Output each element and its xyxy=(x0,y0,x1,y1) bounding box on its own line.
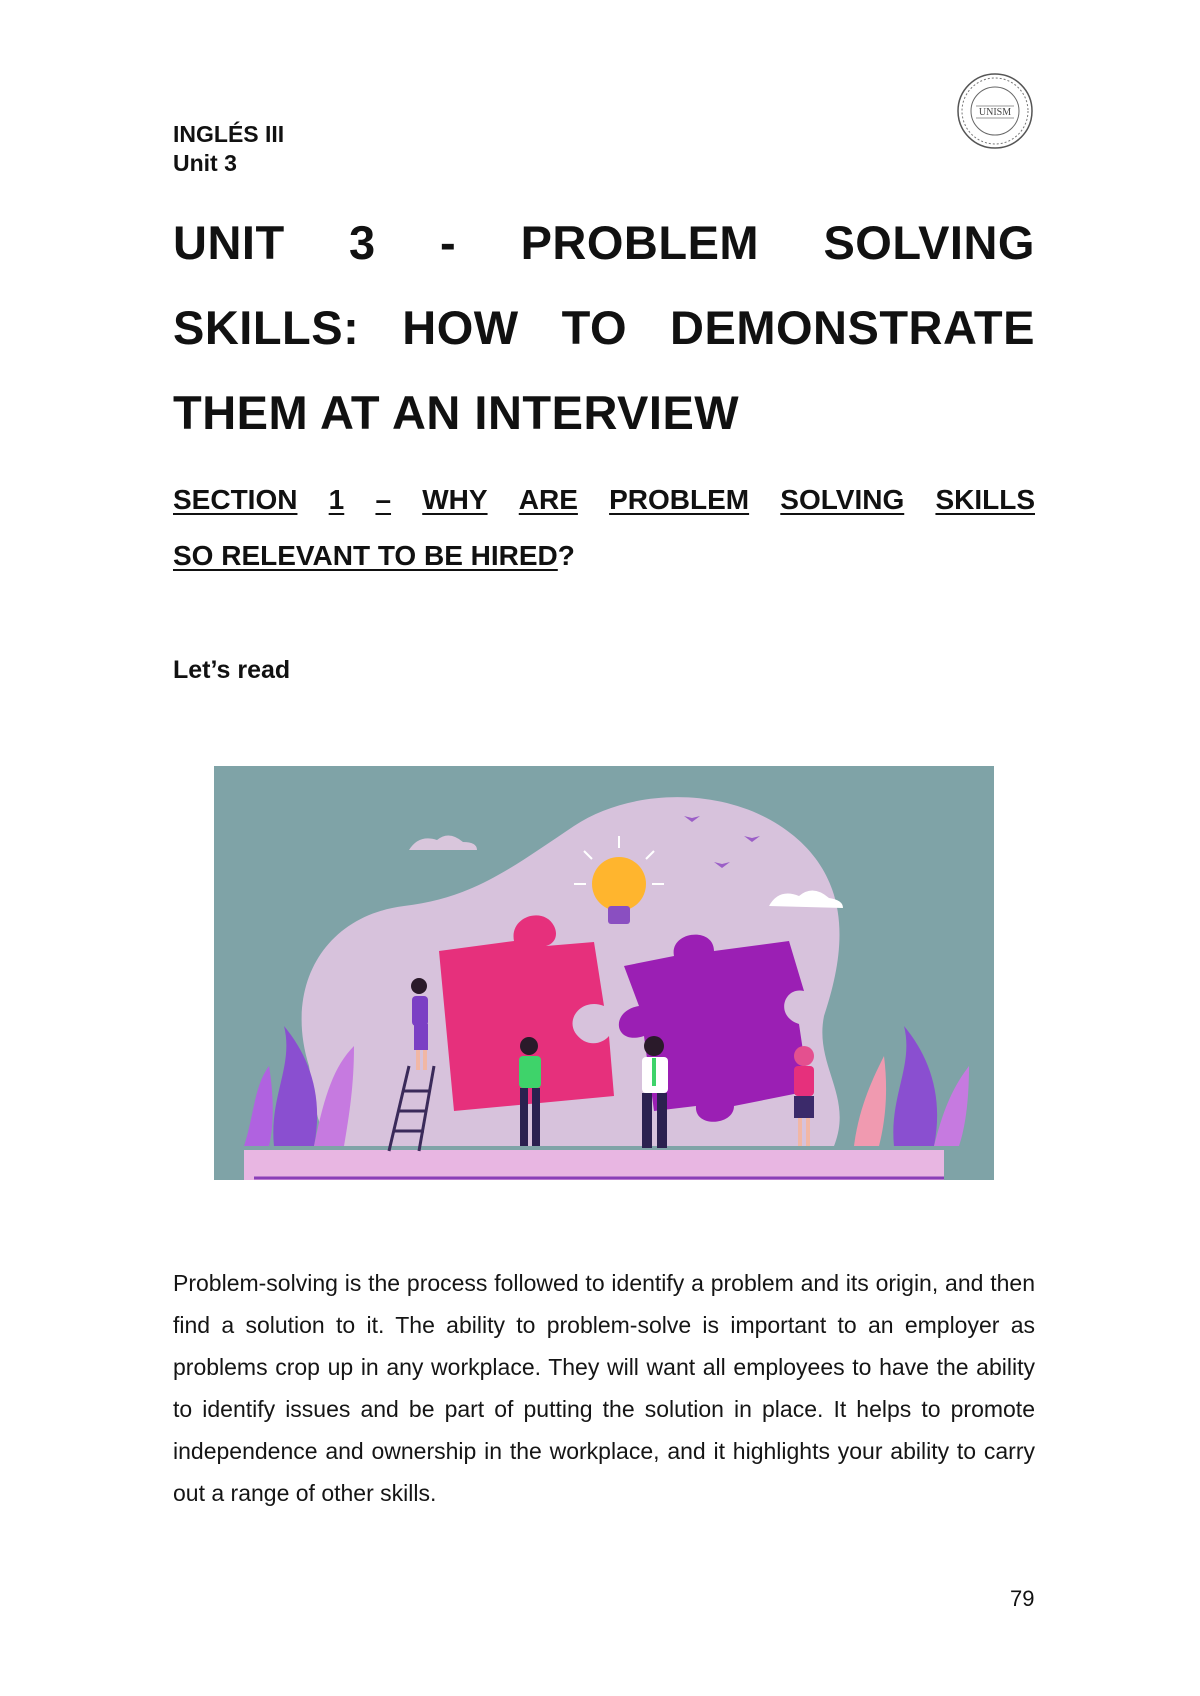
title-word: 3 xyxy=(349,216,376,269)
title-word: HOW xyxy=(402,301,519,354)
title-word: DEMONSTRATE xyxy=(670,301,1035,354)
course-name: INGLÉS III xyxy=(173,121,285,147)
title-line-3: THEM AT AN INTERVIEW xyxy=(173,386,740,439)
section-heading-word: SECTION xyxy=(173,484,298,515)
page-number: 79 xyxy=(1010,1586,1035,1611)
title-word: TO xyxy=(561,301,628,354)
title-word: SOLVING xyxy=(823,216,1035,269)
title-word: SKILLS: xyxy=(173,301,360,354)
unit-title xyxy=(173,200,1035,455)
unit-label: Unit 3 xyxy=(173,150,237,176)
lets-read-heading: Let’s read xyxy=(173,656,291,684)
title-word: UNIT xyxy=(173,216,285,269)
document-header xyxy=(173,120,284,178)
title-word: - xyxy=(440,216,457,269)
section-heading-line-2 xyxy=(173,528,1035,584)
section-heading-question-mark: ? xyxy=(557,540,575,571)
section-heading-word: PROBLEM xyxy=(609,484,750,515)
problem-solving-puzzle-illustration xyxy=(214,766,994,1180)
seal-text: UNISM xyxy=(978,107,1012,118)
section-heading-word: 1 xyxy=(328,484,345,515)
section-heading-underlined-text: SO RELEVANT TO BE HIRED xyxy=(173,540,558,571)
title-word: PROBLEM xyxy=(520,216,760,269)
section-heading-word: – xyxy=(375,484,392,515)
section-heading-word: ARE xyxy=(518,484,578,515)
body-paragraph: Problem-solving is the process followed to identify a problem and its origin, and then find a solution to it. The ability to problem-solve is important to an employer as problems crop up in any workplace. They will want all employees to have the ability to identify issues and be part of putting the solution in place. It helps to promote independence and ownership in the workplace, and it highlights your ability to carry out a range of other skills. xyxy=(173,1270,1035,1506)
university-seal-logo xyxy=(956,72,1034,150)
title-line-1 xyxy=(173,200,1035,285)
section-heading-word: SOLVING xyxy=(780,484,905,515)
section-heading-word: WHY xyxy=(422,484,488,515)
section-heading-word: SKILLS xyxy=(935,484,1035,515)
section-heading-line-1 xyxy=(173,472,1035,528)
title-line-2 xyxy=(173,285,1035,370)
section-heading xyxy=(173,472,1035,584)
